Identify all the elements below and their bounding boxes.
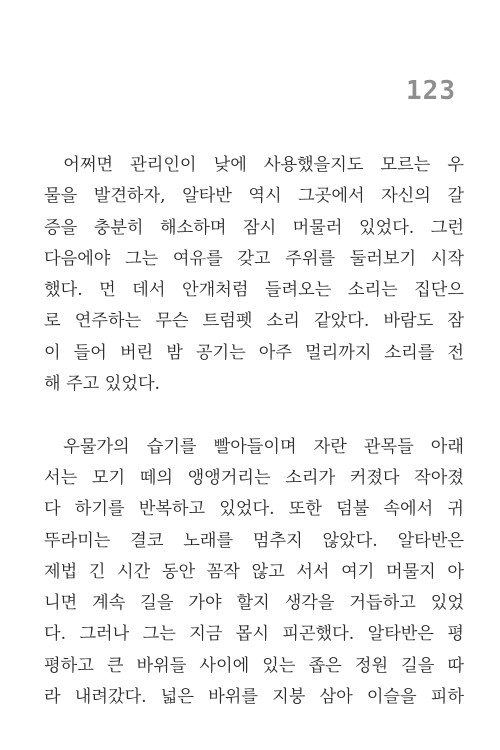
text-line: 다. 그러나 그는 지금 몹시 피곤했다. 알타반은 평 <box>44 624 464 645</box>
text-line: 평하고 큰 바위들 사이에 있는 좁은 정원 길을 따 <box>44 655 464 676</box>
page-number: 123 <box>406 76 456 106</box>
paragraph-1 <box>44 150 464 400</box>
text-line: 니면 계속 길을 가야 할지 생각을 거듭하고 있었 <box>44 593 464 614</box>
text-line: 했다. 먼 데서 안개처럼 들려오는 소리는 집단으 <box>44 280 464 301</box>
text-line: 어쩌면 관리인이 낮에 사용했을지도 모르는 우 <box>63 155 464 175</box>
paragraph-2 <box>44 432 464 714</box>
text-line: 이 들어 버린 밤 공기는 아주 멀리까지 소리를 전 <box>44 342 464 363</box>
text-line: 해 주고 있었다. <box>44 374 161 395</box>
text-line: 다 하기를 반복하고 있었다. 또한 덤불 속에서 귀 <box>44 499 464 520</box>
text-line: 물을 발견하자, 알타반 역시 그곳에서 자신의 갈 <box>44 186 464 207</box>
text-line: 제법 긴 시간 동안 꼼작 않고 서서 여기 머물지 아 <box>44 561 464 582</box>
paragraph-spacer <box>44 400 464 431</box>
text-line: 라 내려갔다. 넓은 바위를 지붕 삼아 이슬을 피하 <box>44 687 464 708</box>
text-line: 로 연주하는 무슨 트럼펫 소리 같았다. 바람도 잠 <box>44 311 464 332</box>
text-line: 서는 모기 떼의 앵앵거리는 소리가 커졌다 작아졌 <box>44 467 464 488</box>
text-line: 증을 충분히 해소하며 잠시 머물러 있었다. 그런 <box>44 217 464 238</box>
text-line: 다음에야 그는 여유를 갖고 주위를 둘러보기 시작 <box>44 248 464 269</box>
body-text <box>44 150 464 713</box>
text-line: 뚜라미는 결코 노래를 멈추지 않았다. 알타반은 <box>44 530 464 551</box>
text-line: 우물가의 습기를 빨아들이며 자란 관목들 아래 <box>63 436 464 457</box>
